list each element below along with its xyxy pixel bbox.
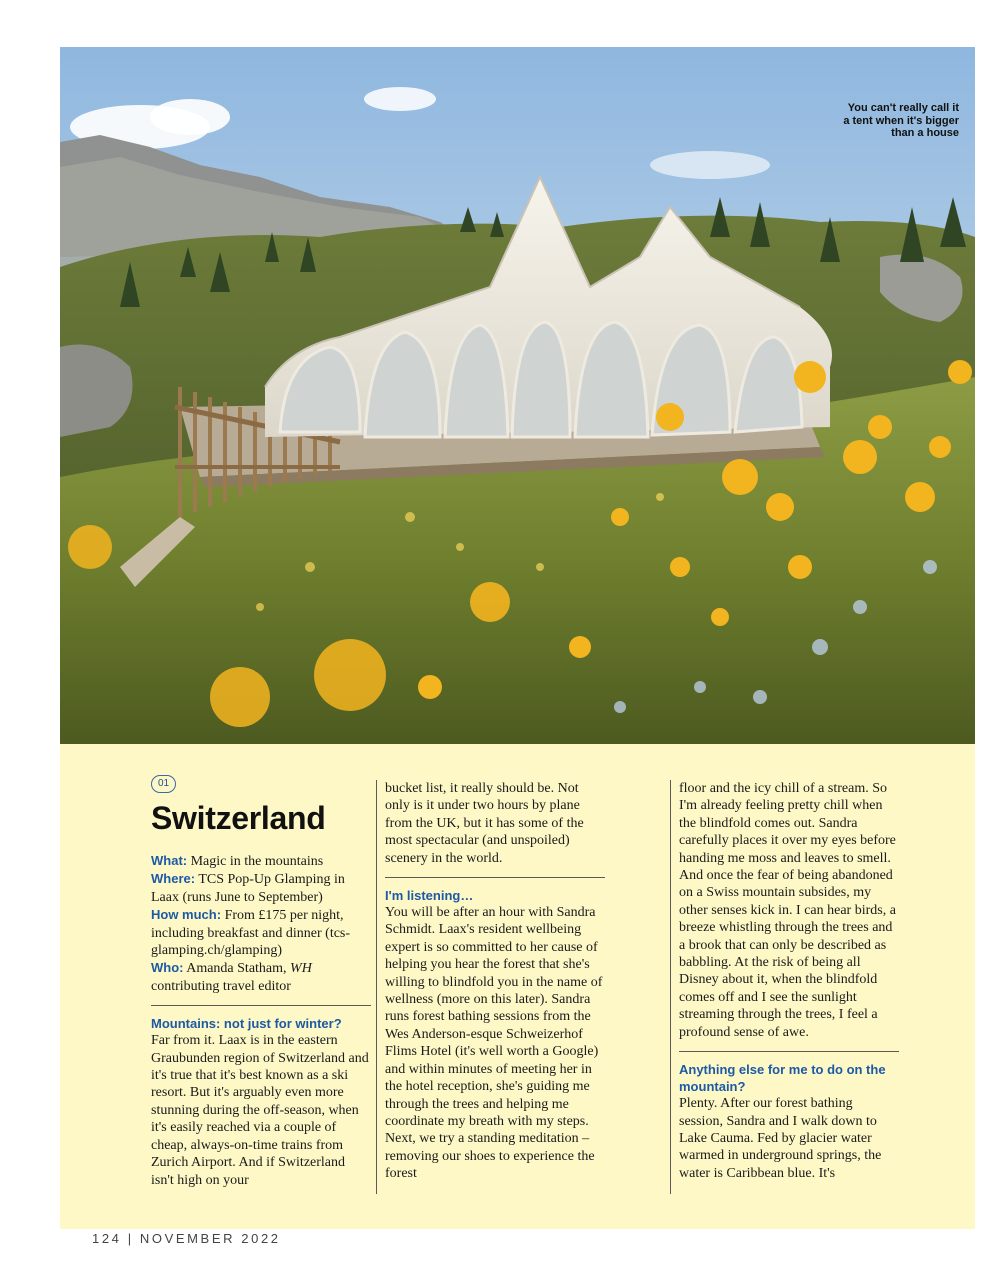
glamping-tent-meadow-image bbox=[60, 47, 975, 744]
fact-label: How much: bbox=[151, 907, 222, 923]
fact-value: Magic in the mountains bbox=[190, 854, 324, 869]
fact-value-italic: WH bbox=[290, 961, 312, 977]
fact-value: contributing travel editor bbox=[151, 978, 291, 994]
fact-value: Amanda Statham, bbox=[186, 961, 291, 977]
photo-caption: You can't really call it a tent when it's bigger than a house bbox=[843, 102, 959, 139]
fact-label: Who: bbox=[151, 960, 184, 976]
section-body: bucket list, it really should be. Not only is it under two hours by plane from the UK, but it has some of the most spectacular (and unspoiled) scenery in the world. bbox=[385, 781, 584, 866]
article-column-3 bbox=[679, 780, 899, 1182]
fact-who bbox=[151, 959, 371, 995]
fact-label: Where: bbox=[151, 871, 196, 887]
article-title: Switzerland bbox=[151, 800, 326, 836]
section-divider bbox=[679, 1051, 899, 1052]
fact-value: From £175 per night, including breakfast and dinner (tcs-glamping.ch/glamping) bbox=[151, 908, 351, 959]
hero-photo bbox=[60, 47, 975, 744]
section-heading: I'm listening… bbox=[385, 888, 474, 904]
feature-number-badge: 01 bbox=[151, 775, 176, 793]
section-divider bbox=[385, 877, 605, 878]
column-rule bbox=[670, 780, 671, 1194]
section-divider bbox=[151, 1005, 371, 1006]
article-column-1 bbox=[151, 774, 371, 1189]
fact-value: TCS Pop-Up Glamping in Laax (runs June to September) bbox=[151, 872, 345, 905]
fact-what bbox=[151, 852, 371, 870]
section-heading: Mountains: not just for winter? bbox=[151, 1016, 342, 1032]
section-body: floor and the icy chill of a stream. So I'm already feeling pretty chill when the blindfold comes out. Sandra carefully places it over my eyes before handing me moss and leaves to smell. And once the fear of being abandoned on a Swiss mountain subsides, my other senses kick in. I can hear birds, a breeze whistling through the trees and a brook that can only be described as babbling. At the risk of being all Disney about it, when the blindfold comes off and I see the sunlight streaming through the trees, I feel a profound sense of awe. bbox=[679, 781, 896, 1040]
section-heading: Anything else for me to do on the mountain? bbox=[679, 1062, 886, 1095]
article-panel bbox=[60, 744, 975, 1229]
article-column-2 bbox=[385, 780, 605, 1183]
page-footer: 124 | NOVEMBER 2022 bbox=[92, 1231, 281, 1246]
column-rule bbox=[376, 780, 377, 1194]
section-body: You will be after an hour with Sandra Schmidt. Laax's resident wellbeing expert is so committed to her cause of helping you hear the forest that she's willing to blindfold you in the name of wellness (more on this later). Sandra runs forest bathing sessions from the Wes Anderson-esque Schweizerhof Flims Hotel (it's well worth a Google) and within minutes of meeting her in the hotel reception, she's guiding me through the trees and helping me coordinate my breath with my steps. Next, we try a standing meditation – removing our shoes to experience the forest bbox=[385, 905, 603, 1182]
section-body: Far from it. Laax is in the eastern Graubunden region of Switzerland and it's true that it's best known as a ski resort. But it's arguably even more stunning during the off-season, when it's easily reached via a couple of cheap, always-on-time trains from Zurich Airport. And if Switzerland isn't high on your bbox=[151, 1033, 369, 1188]
fact-label: What: bbox=[151, 853, 188, 868]
section-body: Plenty. After our forest bathing session, Sandra and I walk down to Lake Cauma. Fed by glacier water warmed in underground springs, the water is Caribbean blue. It's bbox=[679, 1096, 882, 1181]
fact-list bbox=[151, 852, 371, 995]
fact-where bbox=[151, 870, 371, 906]
fact-how-much bbox=[151, 906, 371, 959]
